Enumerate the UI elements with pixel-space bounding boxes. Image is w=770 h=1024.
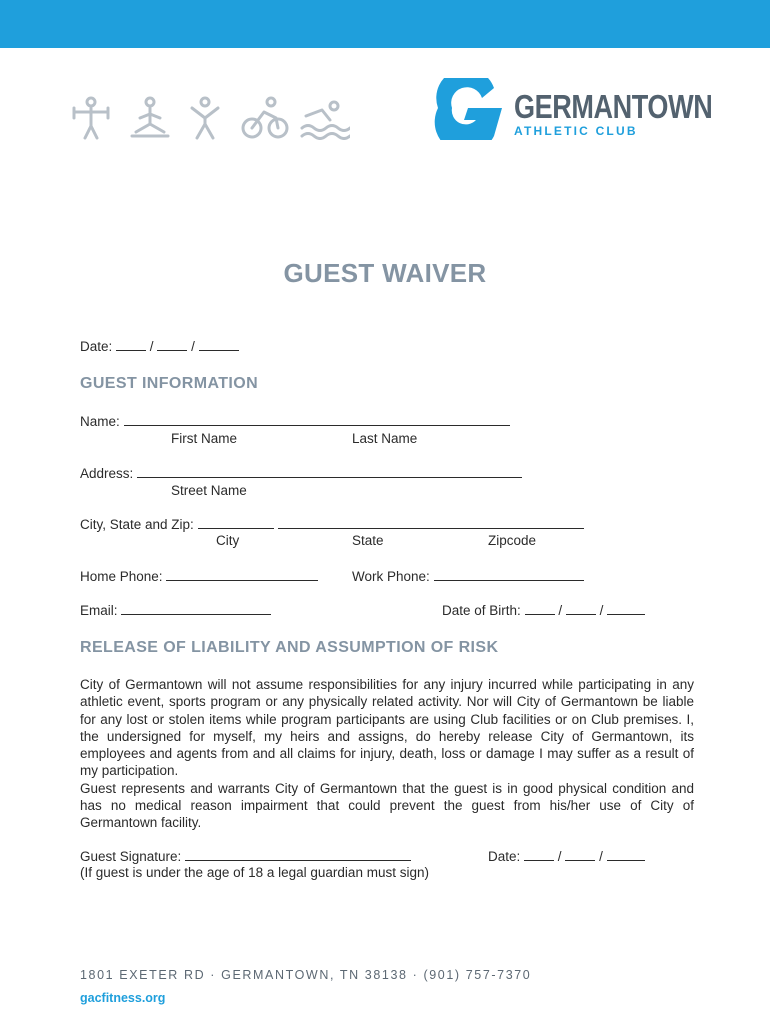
footer-address: 1801 EXETER RD · GERMANTOWN, TN 38138 · (901) 757-7370 <box>80 968 532 982</box>
signature-date-row: Date: / / <box>488 848 645 864</box>
city-state-zip-label: City, State and Zip: <box>80 517 194 532</box>
dob-row: Date of Birth: / / <box>442 602 645 618</box>
signature-date-month-field[interactable] <box>524 848 554 861</box>
signature-date-day-field[interactable] <box>565 848 595 861</box>
home-phone-field[interactable] <box>166 568 318 581</box>
signature-date-year-field[interactable] <box>607 848 645 861</box>
brand-subtitle: ATHLETIC CLUB <box>514 124 638 138</box>
address-field[interactable] <box>137 465 522 478</box>
first-name-field[interactable] <box>124 413 352 426</box>
brand-name: GERMANTOWN <box>514 88 713 125</box>
email-row <box>80 602 271 618</box>
work-phone-row <box>352 568 584 584</box>
email-field[interactable] <box>121 602 271 615</box>
city-label: City <box>216 533 240 548</box>
dob-year-field[interactable] <box>607 602 645 615</box>
dob-label: Date of Birth: <box>442 603 521 618</box>
yoga-icon <box>132 98 168 136</box>
release-paragraph: City of Germantown will not assume responsibilities for any injury incurred while participating in any athletic event, sports program or any physically related activity. Nor will City of Germantown be liable for any lost or stolen items while program participants are using Club facilities or on Club premises. I, the undersigned for myself, my heirs and assigns, do hereby release City of Germantown, its employees and agents from and all claims for injury, death, loss or damage I may suffer as a result of my participation. <box>80 677 694 779</box>
work-phone-label: Work Phone: <box>352 569 430 584</box>
signature-note: (If guest is under the age of 18 a legal guardian must sign) <box>80 865 429 880</box>
signature-date-label: Date: <box>488 849 521 864</box>
date-label: Date: <box>80 339 113 354</box>
date-year-field[interactable] <box>199 338 239 351</box>
city-state-zip-row <box>80 516 584 532</box>
street-name-label: Street Name <box>171 483 247 498</box>
work-phone-field[interactable] <box>434 568 584 581</box>
page-title: GUEST WAIVER <box>283 258 487 288</box>
address-label: Address: <box>80 466 134 481</box>
cycling-icon <box>243 98 287 137</box>
weightlifting-icon <box>74 98 108 138</box>
last-name-label: Last Name <box>352 431 418 446</box>
email-label: Email: <box>80 603 118 618</box>
zipcode-label: Zipcode <box>488 533 537 548</box>
state-label: State <box>352 533 384 548</box>
home-phone-label: Home Phone: <box>80 569 163 584</box>
g-logo-icon <box>434 78 506 140</box>
guest-info-heading: GUEST INFORMATION <box>80 375 259 392</box>
name-label: Name: <box>80 414 120 429</box>
address-row <box>80 465 522 481</box>
warranty-paragraph: Guest represents and warrants City of Germantown that the guest is in good physical condition and has no medical reason impairment that could prevent the guest from his/her use of City of Germantown facility. <box>80 780 694 831</box>
signature-label: Guest Signature: <box>80 849 182 864</box>
date-row: Date: / / <box>80 338 239 354</box>
swimming-icon <box>302 102 350 139</box>
fitness-icon <box>192 98 218 138</box>
top-banner <box>0 0 770 48</box>
first-name-label: First Name <box>171 431 238 446</box>
city-field[interactable] <box>198 516 274 529</box>
signature-field[interactable] <box>185 848 411 861</box>
name-row <box>80 413 510 429</box>
germantown-logo <box>434 78 713 142</box>
dob-day-field[interactable] <box>566 602 596 615</box>
state-zip-field[interactable] <box>278 516 584 529</box>
dob-month-field[interactable] <box>525 602 555 615</box>
last-name-field[interactable] <box>352 413 510 426</box>
signature-row <box>80 848 411 864</box>
date-day-field[interactable] <box>157 338 187 351</box>
home-phone-row <box>80 568 318 584</box>
activity-icons <box>70 96 350 140</box>
release-heading: RELEASE OF LIABILITY AND ASSUMPTION OF RISK <box>80 639 499 656</box>
release-text <box>80 676 694 832</box>
date-month-field[interactable] <box>116 338 146 351</box>
footer-website-link[interactable]: gacfitness.org <box>80 991 166 1005</box>
